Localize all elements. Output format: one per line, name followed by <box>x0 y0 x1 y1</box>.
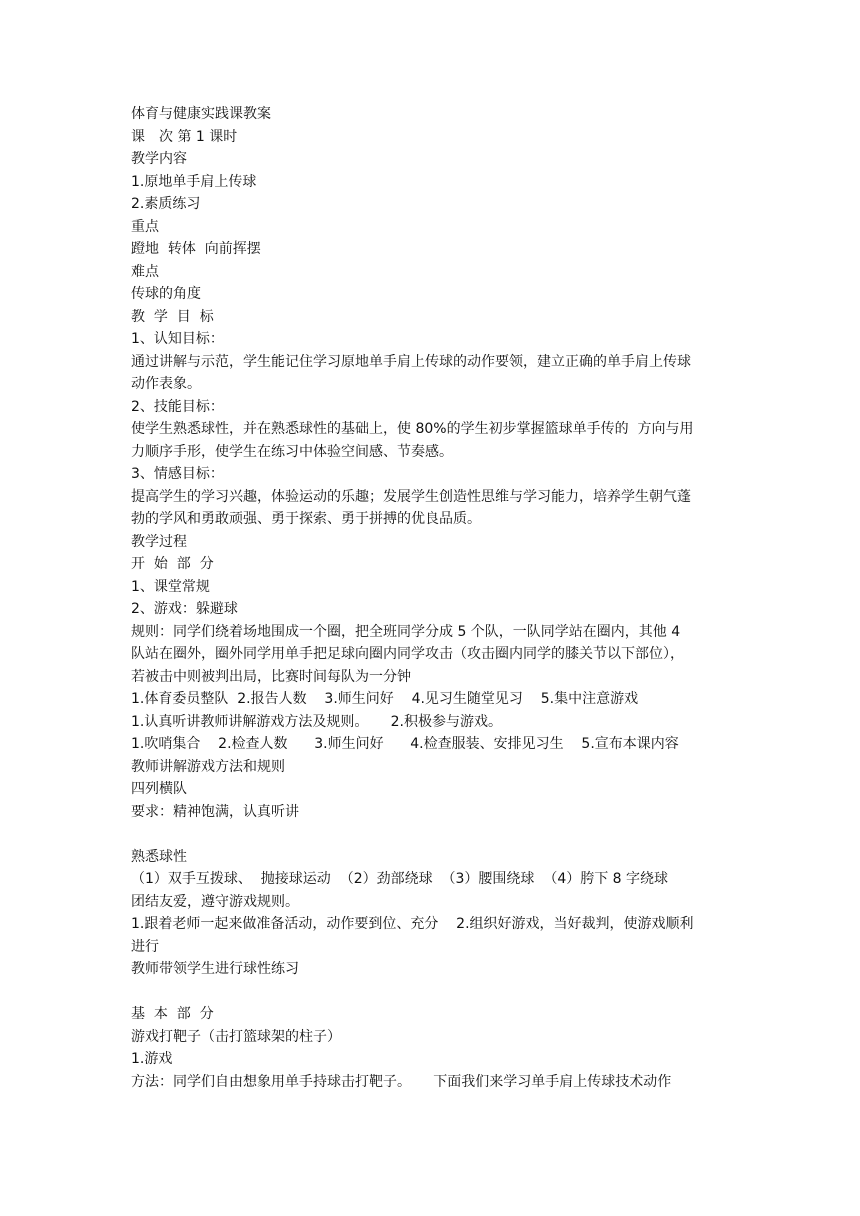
start-item-1: 1、课堂常规 <box>131 578 210 595</box>
requirement: 要求：精神饱满，认真听讲 <box>131 803 299 820</box>
objective-affective-text-1: 提高学生的学习兴趣，体验运动的乐趣；发展学生创造性思维与学习能力，培养学生朝气蓬 <box>131 488 691 505</box>
objective-affective-heading: 3、情感目标： <box>131 466 224 482</box>
teamwork-note: 团结友爱，遵守游戏规则。 <box>131 893 299 910</box>
section-heading-key-points: 重点 <box>131 218 159 235</box>
key-points-text: 蹬地 转体 向前挥摆 <box>131 241 261 257</box>
doc-title: 体育与健康实践课教案 <box>131 106 271 122</box>
teacher-ball-practice: 教师带领学生进行球性练习 <box>131 961 299 977</box>
section-heading-difficulty: 难点 <box>131 263 159 280</box>
blank-line <box>131 823 741 846</box>
start-item-2: 2、游戏：躲避球 <box>131 601 238 617</box>
objective-skill-text-2: 力顺序手形，使学生在练习中体验空间感、节奏感。 <box>131 443 453 460</box>
teacher-explain: 教师讲解游戏方法和规则 <box>131 758 285 775</box>
ball-feel-heading: 熟悉球性 <box>131 848 187 865</box>
warmup-text-2: 进行 <box>131 938 159 955</box>
rules-text-2: 队站在圈外，圈外同学用单手把足球向圈内同学攻击（攻击圈内同学的膝关节以下部位）， <box>131 646 684 662</box>
rules-text-3: 若被击中则被判出局，比赛时间每队为一分钟 <box>131 668 411 685</box>
difficulty-text: 传球的角度 <box>131 286 201 302</box>
target-game-title: 游戏打靶子（击打篮球架的柱子） <box>131 1028 341 1045</box>
student-steps: 1.体育委员整队 2.报告人数 3.师生问好 4.见习生随堂见习 5.集中注意游戏 <box>131 691 639 707</box>
formation: 四列横队 <box>131 781 187 797</box>
content-item-2: 2.素质练习 <box>131 196 201 212</box>
objective-affective-text-2: 勃的学风和勇敢顽强、勇于探索、勇于拼搏的优良品质。 <box>131 511 481 527</box>
warmup-text-1: 1.跟着老师一起来做准备活动，动作要到位、充分 2.组织好游戏，当好裁判，使游戏顺利 <box>131 916 694 932</box>
section-heading-start: 开 始 部 分 <box>131 556 214 572</box>
ball-feel-drills: （1）双手互拨球、 抛接球运动 （2）劲部绕球 （3）腰围绕球 （4）胯下 8 字绕球 <box>131 871 669 887</box>
game-method: 方法：同学们自由想象用单手持球击打靶子。 下面我们来学习单手肩上传球技术动作 <box>131 1073 672 1090</box>
section-heading-content: 教学内容 <box>131 151 187 167</box>
section-heading-objectives: 教 学 目 标 <box>131 308 214 325</box>
section-heading-basic: 基 本 部 分 <box>131 1006 214 1022</box>
document-page <box>131 103 741 1093</box>
rules-text-1: 规则：同学们绕着场地围成一个圈，把全班同学分成 5 个队，一队同学站在圈内，其他 4 <box>131 623 681 640</box>
objective-skill-text-1: 使学生熟悉球性，并在熟悉球性的基础上，使 80%的学生初步掌握篮球单手传的 方向与用 <box>131 421 694 437</box>
objective-cognitive-text-1: 通过讲解与示范，学生能记住学习原地单手肩上传球的动作要领，建立正确的单手肩上传球 <box>131 353 691 370</box>
lesson-number: 课 次 第 1 课时 <box>131 128 238 145</box>
section-heading-process: 教学过程 <box>131 533 187 550</box>
objective-cognitive-heading: 1、认知目标： <box>131 331 224 347</box>
blank-line <box>131 981 741 1004</box>
objective-skill-heading: 2、技能目标： <box>131 398 224 415</box>
game-item-1: 1.游戏 <box>131 1051 173 1067</box>
student-requirements: 1.认真听讲教师讲解游戏方法及规则。 2.积极参与游戏。 <box>131 713 502 730</box>
objective-cognitive-text-2: 动作表象。 <box>131 376 201 392</box>
teacher-steps: 1.吹哨集合 2.检查人数 3.师生问好 4.检查服装、安排见习生 5.宣布本课内容 <box>131 736 679 752</box>
content-item-1: 1.原地单手肩上传球 <box>131 173 257 190</box>
